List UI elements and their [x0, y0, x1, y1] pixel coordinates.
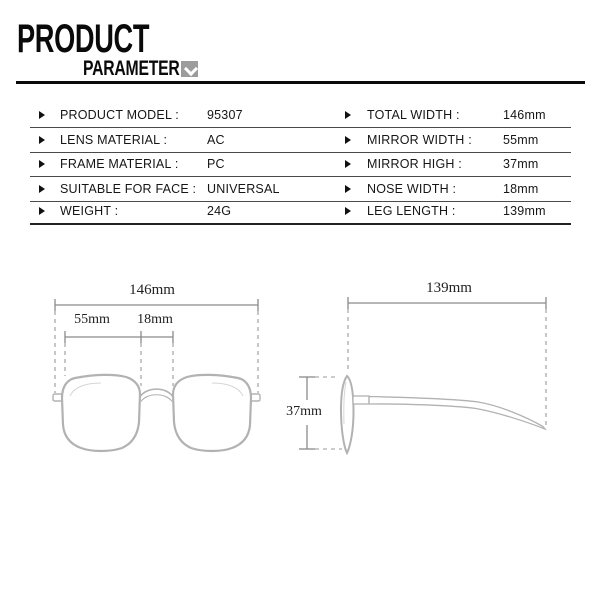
table-row [30, 152, 571, 177]
row-marker-icon [345, 207, 351, 215]
param-label: MIRROR WIDTH : [367, 132, 472, 147]
param-value: 146mm [503, 108, 546, 122]
row-marker-icon [39, 185, 45, 193]
side-measure-lines [299, 297, 546, 449]
param-label: NOSE WIDTH : [367, 181, 457, 196]
glasses-front-drawing [53, 375, 260, 451]
side-leg-length-label: 139mm [426, 280, 472, 296]
front-measure-lines [55, 299, 258, 343]
param-label: LEG LENGTH : [367, 203, 456, 218]
glasses-side-drawing [341, 376, 545, 453]
row-marker-icon [39, 160, 45, 168]
front-nose-width-label: 18mm [137, 312, 173, 327]
header-divider [16, 81, 585, 84]
param-value: 55mm [503, 132, 539, 147]
param-label: FRAME MATERIAL : [60, 157, 179, 171]
glasses-technical-drawing [0, 270, 600, 485]
param-value: PC [207, 157, 225, 171]
row-marker-icon [345, 160, 351, 168]
table-row [30, 177, 571, 202]
param-label: TOTAL WIDTH : [367, 108, 460, 122]
row-marker-icon [345, 136, 351, 144]
param-label: LENS MATERIAL : [60, 132, 168, 147]
param-value: 24G [207, 203, 232, 218]
param-label: WEIGHT : [60, 203, 119, 218]
chevron-down-icon [181, 61, 198, 77]
row-marker-icon [345, 185, 351, 193]
param-value: UNIVERSAL [207, 181, 280, 196]
front-lens-width-label: 55mm [74, 312, 110, 327]
param-value: 37mm [503, 157, 539, 171]
row-marker-icon [39, 207, 45, 215]
param-label: MIRROR HIGH : [367, 157, 462, 171]
table-row [30, 200, 571, 225]
row-marker-icon [345, 111, 351, 119]
table-row [30, 128, 571, 153]
param-label: SUITABLE FOR FACE : [60, 181, 197, 196]
row-marker-icon [39, 111, 45, 119]
param-value: 95307 [207, 108, 243, 122]
param-value: 139mm [503, 203, 546, 218]
page-title: PRODUCT [17, 17, 150, 61]
param-label: PRODUCT MODEL : [60, 108, 179, 122]
side-lens-height-label: 37mm [286, 404, 322, 419]
param-value: AC [207, 132, 225, 147]
param-value: 18mm [503, 181, 539, 196]
table-row [30, 103, 571, 128]
page-subtitle: PARAMETER [83, 57, 180, 80]
front-total-width-label: 146mm [129, 282, 175, 298]
row-marker-icon [39, 136, 45, 144]
